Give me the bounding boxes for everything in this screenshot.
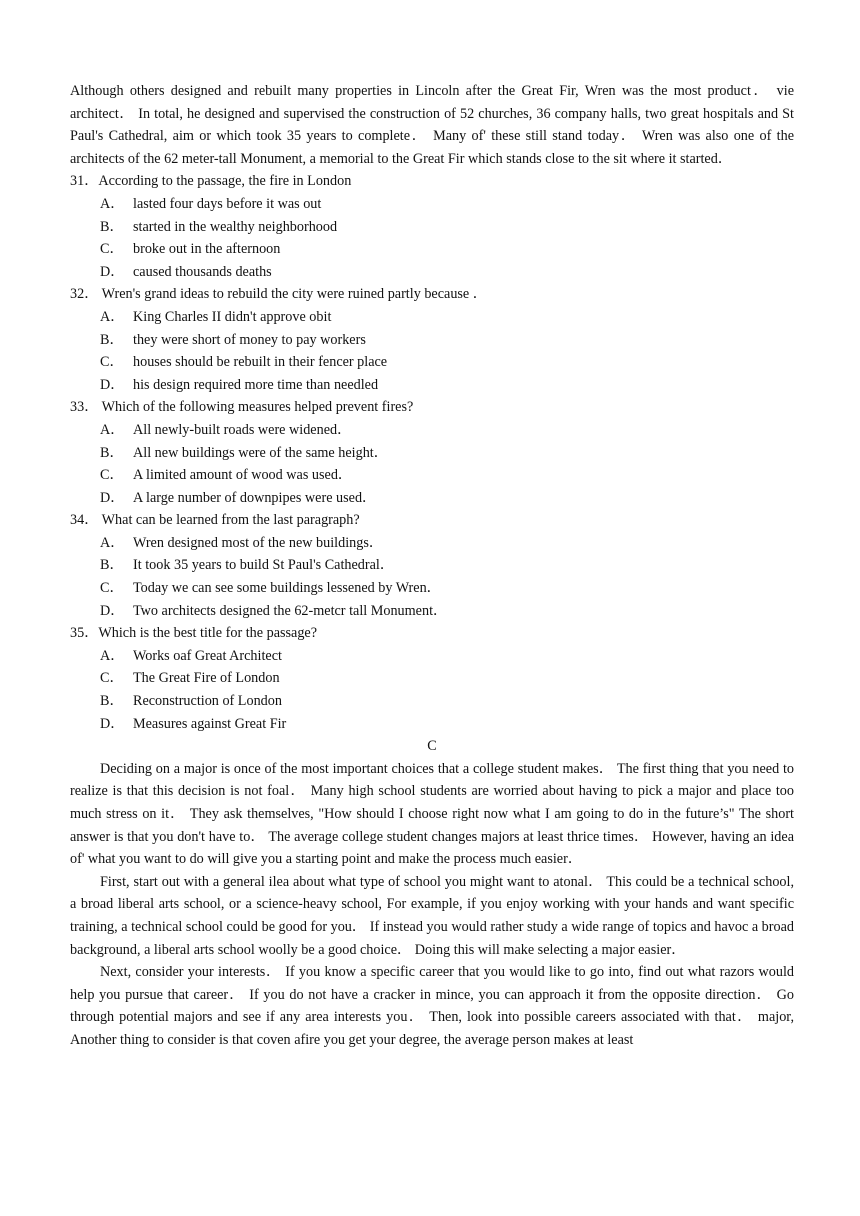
option-letter: C． xyxy=(100,670,124,687)
option xyxy=(100,713,794,736)
option xyxy=(100,600,794,623)
option-letter: D． xyxy=(100,489,125,506)
intro-paragraph: Although others designed and rebuilt many properties in Lincoln after the Great Fir, Wren was the most product． vie architect． In total, he designed and supervised the construction of 52 churches, 36 company halls, two great hospitals and St Paul's Cathedral, aim or which took 35 years to complete． Many of' these still stand today． Wren was also one of the architects of the 62 meter-tall Monument, a memorial to the Great Fir which stands close to the sit where it started． xyxy=(70,83,794,167)
option xyxy=(100,645,794,668)
option-text: Measures against Great Fir xyxy=(133,715,287,732)
option-text: All new buildings were of the same height． xyxy=(133,444,388,461)
option-letter: A． xyxy=(100,421,125,438)
option-text: It took 35 years to build St Paul's Cathedral． xyxy=(133,557,395,574)
option-letter: A． xyxy=(100,308,125,325)
option-text: lasted four days before it was out xyxy=(133,195,322,212)
option-letter: A． xyxy=(100,534,125,551)
option-letter: A． xyxy=(100,195,125,212)
option-text: houses should be rebuilt in their fencer place xyxy=(133,354,388,371)
option-text: they were short of money to pay workers xyxy=(133,331,366,348)
question-32 xyxy=(70,283,794,396)
option xyxy=(100,487,794,510)
option xyxy=(100,374,794,397)
option-letter: B． xyxy=(100,331,124,348)
option-text: A limited amount of wood was used． xyxy=(133,467,353,484)
option-letter: D． xyxy=(100,263,125,280)
question-stem: 32． Wren's grand ideas to rebuild the city were ruined partly because ． xyxy=(70,286,487,303)
option-text: A large number of downpipes were used． xyxy=(133,489,377,506)
passage-paragraph: First, start out with a general ilea about what type of school you might want to atonal． This could be a technical school, a broad liberal arts school, or a science-heavy school, For example, if you enjoy working with your hands and want specific training, a technical school could be good for you． If instead you would rather study a wide range of topics and havoc a broad background, a liberal arts school woolly be a good choice． Doing this will make selecting a major easier． xyxy=(70,873,794,958)
option-text: started in the wealthy neighborhood xyxy=(133,218,338,235)
document-page xyxy=(70,80,794,1052)
option xyxy=(100,351,794,374)
option xyxy=(100,464,794,487)
option xyxy=(100,238,794,261)
option xyxy=(100,216,794,239)
option-letter: C． xyxy=(100,241,124,258)
question-stem: 34． What can be learned from the last paragraph? xyxy=(70,512,360,529)
question-34 xyxy=(70,509,794,622)
option-letter: B． xyxy=(100,693,124,710)
question-stem: 33． Which of the following measures helped prevent fires? xyxy=(70,399,414,416)
option-letter: C． xyxy=(100,580,124,597)
option-text: his design required more time than needled xyxy=(133,376,379,393)
option-text: Reconstruction of London xyxy=(133,693,282,710)
option xyxy=(100,442,794,465)
option-text: The Great Fire of London xyxy=(133,670,280,687)
question-stem: 31．According to the passage, the fire in London xyxy=(70,173,352,190)
option xyxy=(100,554,794,577)
option xyxy=(100,419,794,442)
option-letter: B． xyxy=(100,444,124,461)
option xyxy=(100,577,794,600)
option-text: Two architects designed the 62-metcr tall Monument． xyxy=(133,602,448,619)
option xyxy=(100,532,794,555)
option xyxy=(100,690,794,713)
option-text: caused thousands deaths xyxy=(133,263,272,280)
passage-paragraph: Deciding on a major is once of the most important choices that a college student makes． The first thing that you need to realize is that this decision is not foal． Many high school students are worried about having to pick a major and place too much stress on it． They ask themselves, "How should I choose right now what I am going to do in the future’s" The short answer is that you don't have to． The average college student changes majors at least thrice times． However, having an idea of' what you want to do will give you a starting point and make the process much easier． xyxy=(70,760,794,868)
option-letter: D． xyxy=(100,602,125,619)
option xyxy=(100,329,794,352)
option-letter: B． xyxy=(100,557,124,574)
option-text: All newly-built roads were widened． xyxy=(133,421,352,438)
option-text: broke out in the afternoon xyxy=(133,241,281,258)
passage-paragraph: Next, consider your interests． If you know a specific career that you would like to go into, find out what razors would help you pursue that career． If you do not have a cracker in mince, you can approach it from the opposite direction． Go through potential majors and see if any area interests you． Then, look into possible careers associated with that． major, Another thing to consider is that coven afire you get your degree, the average person makes at least xyxy=(70,964,794,1048)
option-text: Today we can see some buildings lessened by Wren． xyxy=(133,580,441,597)
option xyxy=(100,667,794,690)
option-letter: C． xyxy=(100,354,124,371)
question-31 xyxy=(70,170,794,283)
option xyxy=(100,261,794,284)
option xyxy=(100,193,794,216)
option-letter: A． xyxy=(100,647,125,664)
option-text: Works oaf Great Architect xyxy=(133,647,282,664)
question-35 xyxy=(70,622,794,735)
option-letter: C． xyxy=(100,467,124,484)
option xyxy=(100,306,794,329)
section-heading: C xyxy=(427,738,437,755)
option-text: Wren designed most of the new buildings． xyxy=(133,534,384,551)
option-text: King Charles II didn't approve obit xyxy=(133,308,332,325)
option-letter: D． xyxy=(100,376,125,393)
question-33 xyxy=(70,396,794,509)
question-stem: 35．Which is the best title for the passage? xyxy=(70,625,318,642)
option-letter: B． xyxy=(100,218,124,235)
option-letter: D． xyxy=(100,715,125,732)
